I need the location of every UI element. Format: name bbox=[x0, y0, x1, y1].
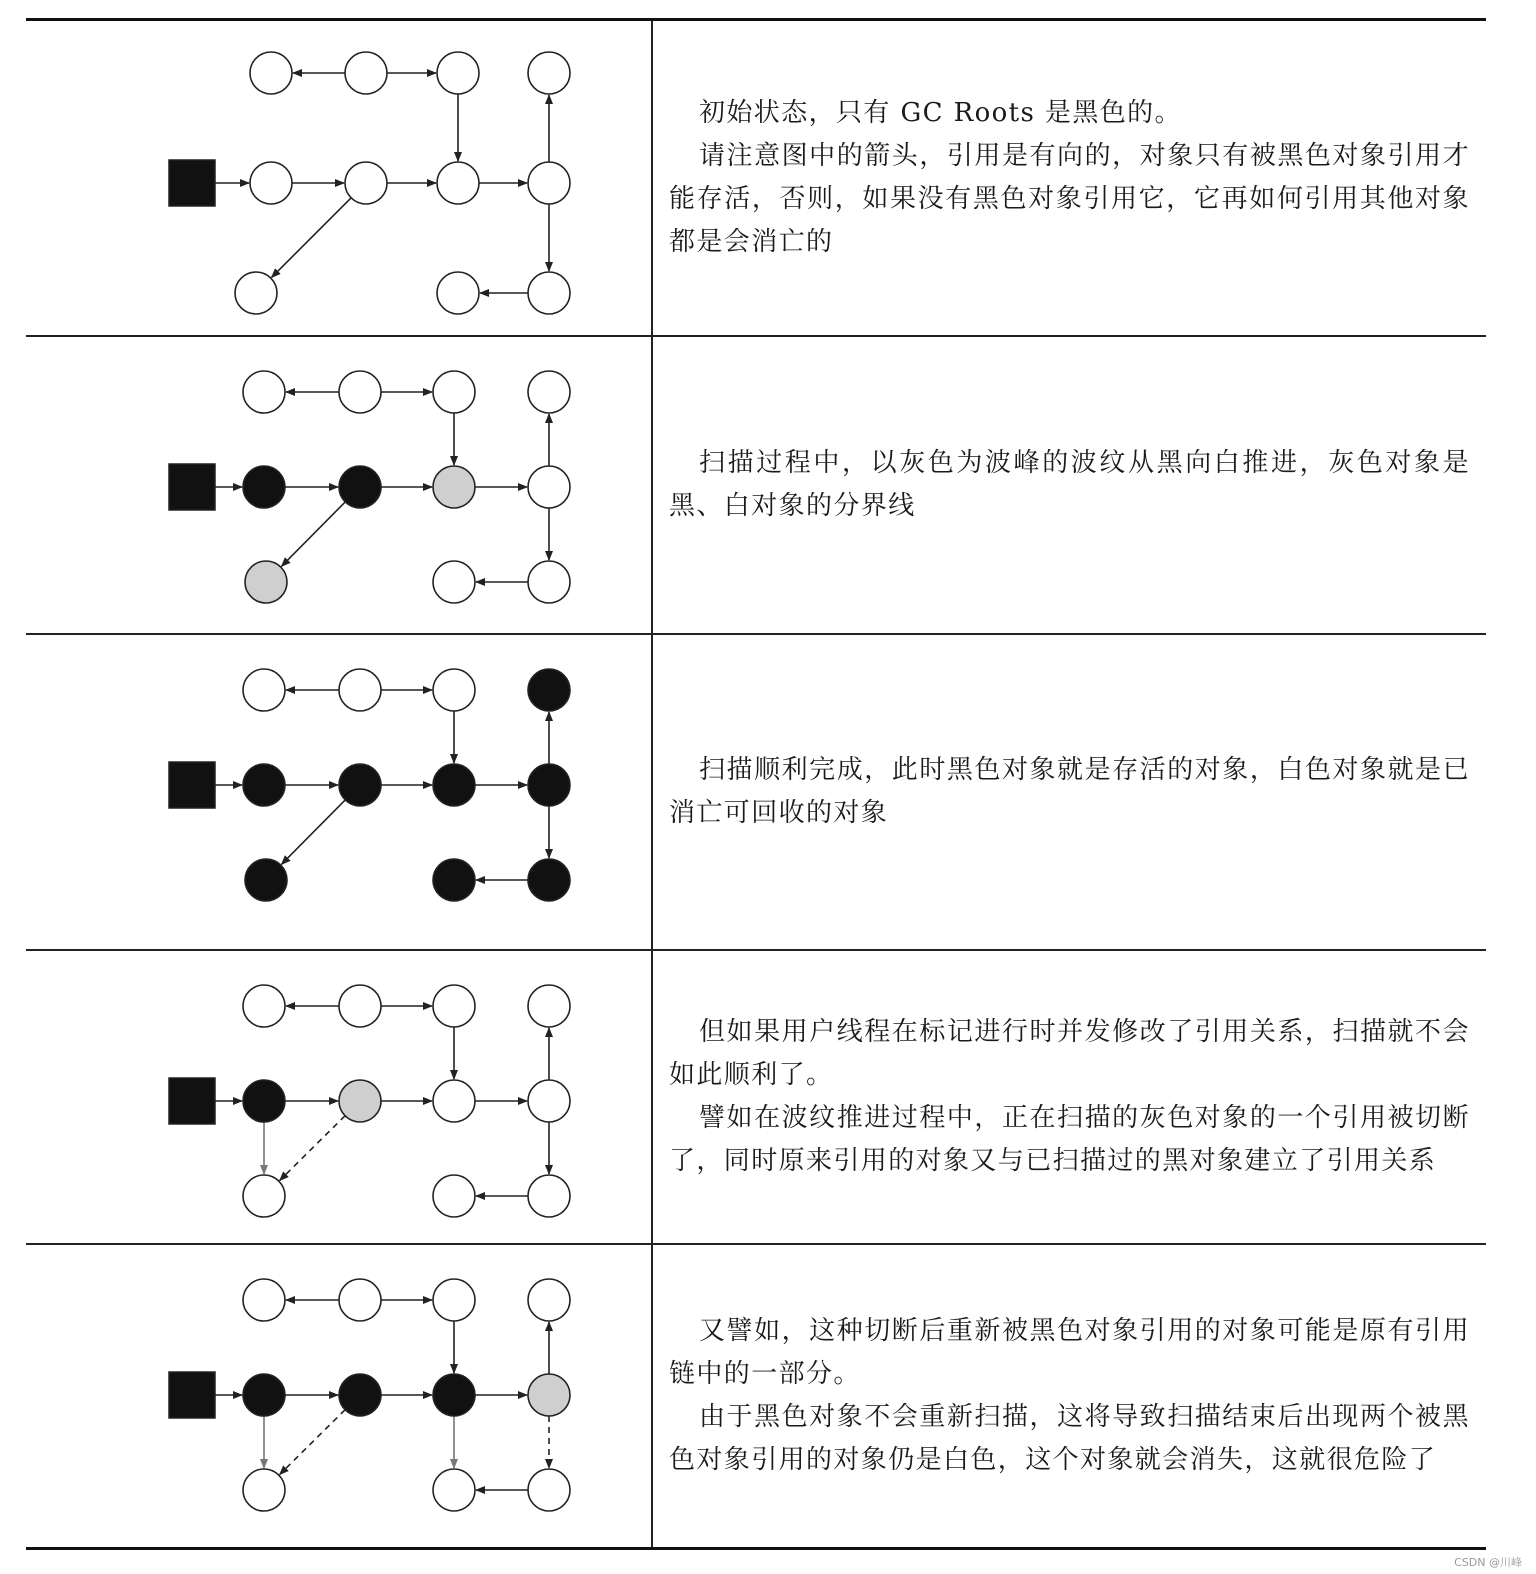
gc-tricolor-table bbox=[26, 18, 1486, 1550]
object-node bbox=[528, 1469, 570, 1511]
object-node bbox=[243, 1279, 285, 1321]
gc-root-node bbox=[169, 464, 215, 510]
diagram-cell bbox=[26, 951, 653, 1243]
object-node bbox=[437, 162, 479, 204]
gc-root-node bbox=[169, 1372, 215, 1418]
object-node bbox=[243, 1175, 285, 1217]
object-node bbox=[528, 764, 570, 806]
object-node bbox=[528, 1279, 570, 1321]
object-node bbox=[528, 1374, 570, 1416]
object-node bbox=[528, 1175, 570, 1217]
object-node bbox=[250, 162, 292, 204]
description-paragraph: 扫描顺利完成，此时黑色对象就是存活的对象，白色对象就是已消亡可回收的对象 bbox=[669, 755, 1470, 828]
object-node bbox=[528, 272, 570, 314]
object-node bbox=[528, 561, 570, 603]
object-node bbox=[339, 1279, 381, 1321]
object-node bbox=[528, 162, 570, 204]
gc-root-node bbox=[169, 762, 215, 808]
object-node bbox=[235, 272, 277, 314]
object-node bbox=[528, 371, 570, 413]
reference-arrow bbox=[272, 198, 352, 278]
object-node bbox=[243, 371, 285, 413]
description-cell bbox=[653, 635, 1486, 949]
object-node bbox=[433, 1279, 475, 1321]
object-node bbox=[243, 985, 285, 1027]
table-row bbox=[26, 21, 1486, 337]
description-paragraph: 又譬如，这种切断后重新被黑色对象引用的对象可能是原有引用链中的一部分。 bbox=[669, 1316, 1470, 1389]
object-node bbox=[339, 466, 381, 508]
object-node bbox=[243, 669, 285, 711]
object-node bbox=[433, 669, 475, 711]
object-graph bbox=[26, 951, 653, 1245]
object-node bbox=[433, 1374, 475, 1416]
object-node bbox=[437, 52, 479, 94]
object-node bbox=[339, 371, 381, 413]
diagram-cell bbox=[26, 21, 653, 335]
gc-root-node bbox=[169, 1078, 215, 1124]
object-node bbox=[528, 52, 570, 94]
object-node bbox=[243, 1469, 285, 1511]
object-node bbox=[339, 1374, 381, 1416]
watermark: CSDN @川峰 bbox=[1454, 1556, 1522, 1569]
object-node bbox=[528, 466, 570, 508]
description-paragraph: 请注意图中的箭头，引用是有向的，对象只有被黑色对象引用才能存活，否则，如果没有黑色对象引用它，它再如何引用其他对象都是会消亡的 bbox=[669, 141, 1470, 257]
object-node bbox=[433, 561, 475, 603]
object-node bbox=[243, 466, 285, 508]
description-paragraph: 譬如在波纹推进过程中，正在扫描的灰色对象的一个引用被切断了，同时原来引用的对象又与已扫描过的黑对象建立了引用关系 bbox=[669, 1103, 1470, 1176]
diagram-cell bbox=[26, 1245, 653, 1547]
object-node bbox=[339, 764, 381, 806]
object-node bbox=[433, 859, 475, 901]
object-node bbox=[339, 669, 381, 711]
object-node bbox=[433, 1175, 475, 1217]
object-node bbox=[243, 1080, 285, 1122]
object-node bbox=[528, 1080, 570, 1122]
description-cell bbox=[653, 337, 1486, 633]
description-cell bbox=[653, 951, 1486, 1243]
gc-root-node bbox=[169, 160, 215, 206]
description-cell bbox=[653, 21, 1486, 335]
object-node bbox=[528, 985, 570, 1027]
table-row bbox=[26, 1245, 1486, 1547]
description-paragraph: 但如果用户线程在标记进行时并发修改了引用关系，扫描就不会如此顺利了。 bbox=[669, 1017, 1470, 1090]
table-row bbox=[26, 635, 1486, 951]
object-node bbox=[433, 985, 475, 1027]
description-paragraph: 扫描过程中，以灰色为波峰的波纹从黑向白推进，灰色对象是黑、白对象的分界线 bbox=[669, 448, 1470, 521]
reference-arrow bbox=[280, 1410, 345, 1475]
object-graph bbox=[26, 21, 653, 337]
table-row bbox=[26, 951, 1486, 1245]
reference-arrow bbox=[281, 502, 345, 566]
object-node bbox=[528, 669, 570, 711]
object-node bbox=[339, 1080, 381, 1122]
object-node bbox=[437, 272, 479, 314]
object-node bbox=[345, 52, 387, 94]
object-node bbox=[245, 859, 287, 901]
object-node bbox=[528, 859, 570, 901]
object-graph bbox=[26, 1245, 653, 1547]
object-node bbox=[433, 1080, 475, 1122]
diagram-cell bbox=[26, 635, 653, 949]
object-node bbox=[433, 764, 475, 806]
object-graph bbox=[26, 635, 653, 951]
object-node bbox=[433, 371, 475, 413]
object-node bbox=[433, 466, 475, 508]
reference-arrow bbox=[281, 800, 345, 864]
object-node bbox=[245, 561, 287, 603]
object-node bbox=[339, 985, 381, 1027]
description-paragraph: 由于黑色对象不会重新扫描，这将导致扫描结束后出现两个被黑色对象引用的对象仍是白色，这个对象就会消失，这就很危险了 bbox=[669, 1402, 1470, 1475]
reference-arrow bbox=[280, 1116, 345, 1181]
object-node bbox=[243, 1374, 285, 1416]
object-node bbox=[250, 52, 292, 94]
table-row bbox=[26, 337, 1486, 635]
object-node bbox=[345, 162, 387, 204]
diagram-cell bbox=[26, 337, 653, 633]
object-node bbox=[433, 1469, 475, 1511]
object-graph bbox=[26, 337, 653, 635]
description-cell bbox=[653, 1245, 1486, 1547]
object-node bbox=[243, 764, 285, 806]
description-paragraph: 初始状态，只有 GC Roots 是黑色的。 bbox=[699, 98, 1182, 128]
